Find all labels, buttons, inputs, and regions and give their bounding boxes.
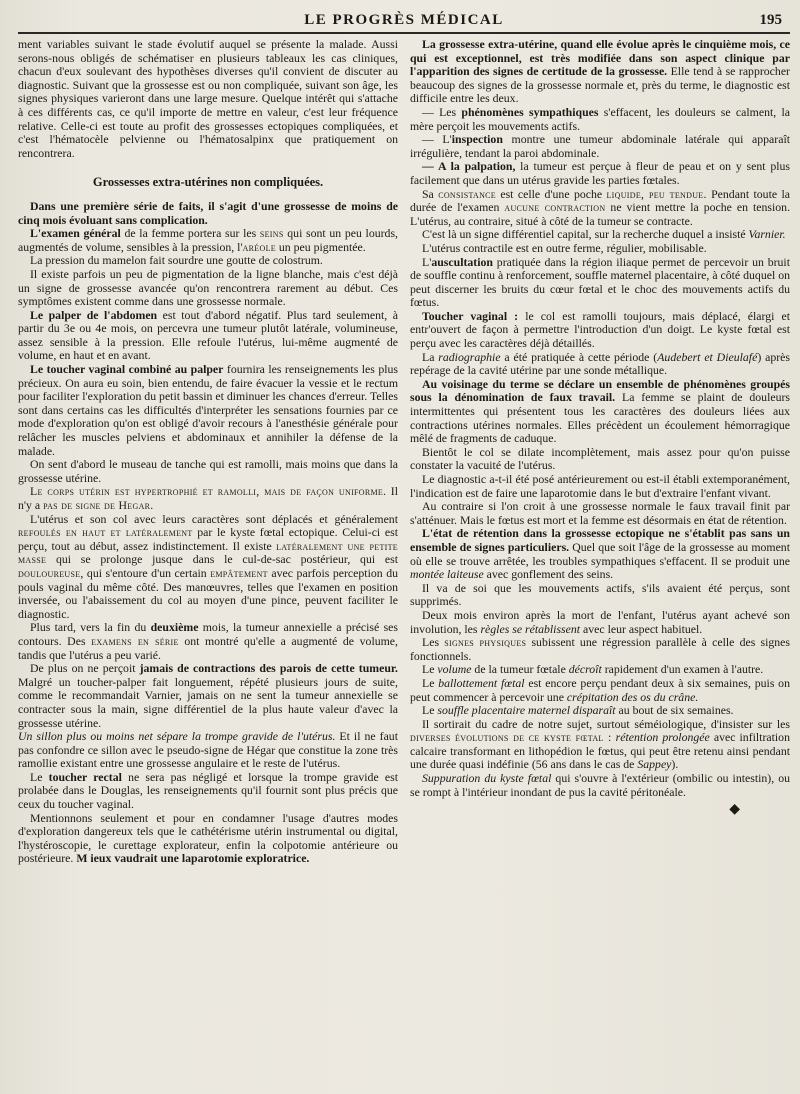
paragraph — [410, 160, 790, 187]
paragraph — [18, 363, 398, 458]
paragraph: La pression du mamelon fait sourdre une goutte de colostrum. — [30, 253, 323, 268]
smallcaps-term: examens en série — [91, 633, 179, 648]
italic-term: crépitation des os du crâne. — [566, 689, 699, 704]
bold-term: M ieux vaudrait une laparotomie exploratrice. — [76, 851, 310, 866]
text: Mentionnons seulement et pour en condamner l'usage d'autres modes d'exploration dangereux tels que le cathétérisme utérin instrumental ou digital, l'hystéroscopie, le curettage explorateur, enfin la colpotomie antérieure ou postérieure. — [18, 810, 398, 866]
paragraph — [410, 133, 790, 160]
page-header — [18, 6, 790, 34]
text: ) après repérage de la cavité utérine par une sonde métallique. — [410, 349, 790, 378]
text: Le — [30, 769, 49, 784]
paragraph — [18, 200, 398, 227]
section-title: Grossesses extra-utérines non compliquées. — [92, 175, 324, 190]
text: fournira les renseignements les plus précieux. On aura eu soin, bien entendu, de faire évacuer la vessie et le rectum pour faciliter l'exploration du petit bassin et diminuer les chances d'erreur. Telles sont dans certains cas les difficultés d'interpréter les sensations fournies par ce mode d'exploration qu'on est obligé d'avoir recours à l'anesthésie générale pour relâcher les muscles pelviens et abdominaux et annihiler la défense de la malade. — [18, 362, 398, 458]
paragraph: Il va de soi que les mouvements actifs, s'ils avaient été perçus, sont supprimés. — [410, 580, 790, 609]
paragraph — [18, 812, 398, 866]
paragraph — [410, 636, 790, 663]
bold-term: deuxième — [150, 620, 199, 635]
text: — L' — [422, 132, 452, 147]
text: est celle d'une poche — [495, 186, 607, 201]
text: qui se prolonge jusque dans le cul-de-sac postérieur, qui est — [46, 552, 398, 567]
italic-term: Suppuration du kyste fœtal — [422, 771, 552, 786]
italic-term: Sappey — [637, 757, 672, 772]
page-number: 195 — [759, 12, 782, 28]
text: La — [422, 349, 439, 364]
text: qui sont un peu lourds, augmentés de volume, sensibles à la pression, l' — [18, 226, 398, 254]
text: Elle tend à se rapprocher beaucoup des signes de la grossesse normale et, près du terme, le diagnostic est difficile entre les deux. — [410, 64, 790, 106]
paragraph — [410, 663, 790, 677]
paragraph — [18, 771, 398, 812]
text: Malgré un toucher-palper fait longuement, répété plusieurs jours de suite, comme le recommandait Varnier, jamais on ne sent la tumeur annexielle se contracter sous la main, signe différentiel de la plus haute valeur d'avec la grossesse utérine. — [18, 674, 398, 730]
bold-term: jamais de contractions des parois de cette tumeur. — [139, 661, 398, 676]
text: avec leur aspect habituel. — [580, 621, 703, 636]
smallcaps-term: consistance — [438, 186, 496, 201]
text: ne vient mettre la poche en tension. L'utérus, au contraire, situé à côté de la tumeur se contracte. — [410, 200, 791, 228]
fleuron-ornament-icon: ◆ — [729, 802, 740, 818]
text: ne sera pas négligé et lorsque la trompe gravide est prolabée dans le Douglas, les renseignements qu'il fournit sont plus précis que ceux du toucher vaginal. — [18, 769, 398, 812]
text: la tumeur est perçue à fleur de peau et on y sent plus facilement que dans un utérus gravide les parties fœtales. — [410, 159, 790, 187]
text: s'effacent, les douleurs se calment, la mère perçoit les mouvements actifs. — [410, 104, 791, 133]
text: est encore perçu pendant deux à six semaines, puis on peut commencer à percevoir une — [410, 675, 790, 704]
smallcaps-term: latéralement une petite masse — [18, 538, 398, 567]
paragraph — [18, 227, 398, 254]
text: de la femme portera sur les — [120, 226, 260, 241]
text: C'est là un signe différentiel capital, sur la recherche duquel a insisté — [422, 227, 749, 242]
smallcaps-term: diverses évolutions de ce kyste fœtal : — [410, 730, 612, 745]
bold-lead: La grossesse extra-utérine, quand elle évolue après le cinquième mois, ce qui est exceptionnel, est très modifiée dans son aspect clinique par l'apparition des signes de certitude de la grossesse. — [410, 37, 790, 79]
text: subissent une régression parallèle à celle des signes fonctionnels. — [410, 635, 790, 663]
text: montre une tumeur abdominale latérale qui apparaît irrégulière, tendant la paroi abdominale. — [410, 132, 790, 160]
journal-title: LE PROGRÈS MÉDICAL — [304, 12, 504, 28]
text: Pendant toute la durée de l'examen — [410, 186, 790, 215]
paragraph — [410, 704, 790, 718]
smallcaps-term: aréole — [242, 239, 276, 254]
text: pratiquée dans la région iliaque permet de percevoir un bruit de souffle continu à renforcement, souffle maternel placentaire, à côté duquel on peut discerner les bruits du cœur fœtal et le choc des mouvements actifs du fœtus. — [410, 254, 790, 310]
italic-term: volume — [437, 662, 472, 677]
italic-term: décroît — [568, 662, 602, 677]
text: au bout de six semaines. — [615, 703, 734, 718]
paragraph: Le diagnostic a-t-il été posé antérieurement ou est-il établi extemporanément, l'indication est de faire une laparotomie dans le but d'extraire l'enfant vivant. — [410, 472, 790, 500]
bold-term: Le palper de l'abdomen — [30, 307, 158, 322]
paragraph: Il existe parfois un peu de pigmentation de la ligne blanche, mais c'est déjà un signe de grossesse avancée qu'on rencontrera rarement au début. Ces symptômes existent comme dans une grossesse normale. — [18, 266, 398, 309]
text: — Les — [422, 104, 462, 119]
paragraph — [410, 527, 790, 581]
paragraph — [410, 228, 790, 242]
text: Le — [422, 675, 439, 690]
italic-term: rétention prolongée — [611, 730, 710, 745]
paragraph — [410, 256, 790, 310]
text: avec infiltration calcaire transformant en lithopédion le fœtus, qui peut être retenu ainsi pendant une durée quasi indéfinie (56 ans dans le cas de — [410, 730, 790, 772]
text: est tout d'abord négatif. Plus tard seulement, à partir du 3e ou 4e mois, on percevra une tumeur plutôt latérale, volumineuse, assez sensible à la pression. Elle refoule l'utérus, lui-même augmenté de volume, en haut et en avant. — [18, 307, 398, 363]
italic-term: Varnier. — [748, 227, 786, 242]
text: , qui s'entoure d'un certain — [80, 565, 211, 580]
paragraph — [410, 718, 790, 772]
italic-term: Audebert et Dieulafé — [657, 349, 758, 364]
bold-term: phénomènes sympathiques — [461, 104, 599, 119]
paragraph — [410, 188, 790, 229]
italic-term: règles se rétablissent — [480, 621, 581, 636]
text: L'utérus et son col avec leurs caractères sont déplacés et généralement — [30, 511, 398, 526]
text: Il n'y a — [18, 484, 399, 512]
italic-term: radiographie — [438, 349, 501, 364]
text: le col est ramolli toujours, mais déplacé, élargi et entr'ouvert de façon à permettre l'introduction d'un doigt. Le kyste fœtal est perçu avec les caractères déjà détaillés. — [410, 308, 790, 351]
paragraph: Bientôt le col se dilate incomplètement, mais assez pour qu'on puisse constater la vacuité de l'utérus. — [410, 444, 790, 473]
paragraph — [18, 662, 398, 730]
text: a été pratiquée à cette période ( — [500, 349, 658, 364]
smallcaps-term: empâtement — [210, 565, 268, 580]
text: Deux mois environ après la mort de l'enfant, l'utérus ayant achevé son involution, les — [410, 607, 790, 636]
bold-lead: Dans une première série de faits, il s'agit d'une grossesse de moins de cinq mois évoluant sans complication. — [18, 198, 398, 227]
smallcaps-term: seins — [259, 226, 284, 241]
italic-term: ballottement fœtal — [438, 675, 525, 690]
text: avec gonflement des seins. — [483, 567, 614, 582]
text: un peu pigmentée. — [275, 239, 366, 254]
bold-term: Toucher vaginal : — [422, 308, 519, 323]
text: Et il ne faut pas confondre ce sillon avec le pseudo-signe de Hégar que constitue la zone très ramollie existant entre une grossesse angulaire et le reste de l'utérus. — [18, 729, 398, 771]
paragraph — [18, 513, 398, 622]
bold-term: auscultation — [431, 254, 493, 269]
bold-term: inspection — [451, 132, 503, 147]
paragraph — [410, 378, 790, 446]
text: Plus tard, vers la fin du — [30, 620, 151, 635]
text: qui s'ouvre à l'extérieur (ombilic ou intestin), ou se rompt à l'intérieur inondant de pus la cavité péritonéale. — [410, 771, 790, 799]
text: Le — [422, 703, 438, 718]
text: de la tumeur fœtale — [471, 662, 569, 677]
right-column — [410, 38, 790, 866]
paragraph — [410, 677, 790, 704]
paragraph: On sent d'abord le museau de tanche qui est ramolli, mais moins que dans la grossesse utérine. — [18, 457, 398, 485]
paragraph — [410, 772, 790, 799]
smallcaps-term: aucune contraction — [504, 200, 606, 215]
bold-term: toucher rectal — [48, 769, 122, 784]
text: ont montré qu'elle a augmenté de volume, tandis que l'utérus a peu varié. — [18, 633, 398, 662]
paragraph — [18, 621, 398, 662]
text: mois, la tumeur annexielle a précisé ses contours. Des — [18, 620, 398, 648]
bold-lead: Au voisinage du terme se déclare un ensemble de phénomènes groupés sous la dénomination de faux travail. — [410, 376, 790, 405]
bold-term: L'examen général — [30, 226, 121, 241]
text: avec parfois perception du pouls vaginal du même côté. Des manœuvres, telles que l'examen en position inversée, ou l'abaissement du col au moyen d'une pince, peuvent faciliter le diagnostic. — [18, 565, 398, 621]
text: ). — [671, 757, 679, 772]
paragraph — [410, 351, 790, 378]
left-column — [18, 38, 398, 866]
smallcaps-term: signes physiques — [444, 635, 527, 650]
text: De plus on ne perçoit — [30, 661, 140, 676]
smallcaps-term: pas de signe de Hegar. — [43, 498, 154, 512]
smallcaps-term: refoulés en haut et latéralement — [18, 525, 193, 540]
paragraph — [410, 38, 790, 106]
italic-term: montée laiteuse — [410, 567, 484, 582]
paragraph — [18, 730, 398, 771]
paragraph: ment variables suivant le stade évolutif auquel se présente la malade. Aussi serons-nous obligés de schématiser en plusieurs tableaux les cas cliniques, chacun d'eux soulevant des hypothèses diverses qu'il convient de discuter au diagnostic. Suivant que la grossesse est ou non compliquée, suivant son âge, les signes physiques varieront dans une large mesure. Quelque intérêt qui s'attache à ces différents cas, ce qu'il importe de mettre en valeur, c'est leur fréquence relative. Celle-ci est toute au profit des grossesses ectopiques compliquées, et c'est l'hématocèle pelvienne ou l'hématosalpinx que pratiquement on rencontrera. — [18, 37, 398, 160]
paragraph — [410, 609, 790, 636]
paragraph — [410, 310, 790, 351]
paragraph — [18, 309, 398, 363]
paragraph: Au contraire si l'on croit à une grossesse normale le faux travail finit par s'atténuer. Mais le fœtus est mort et la femme est désormais en état de rétention. — [410, 499, 790, 527]
text: rapidement d'un examen à l'autre. — [601, 662, 764, 677]
bold-lead: L'état de rétention dans la grossesse ectopique ne s'établit pas sans un ensemble de signes particuliers. — [410, 526, 790, 554]
smallcaps-term: douloureuse — [18, 565, 81, 580]
text: Les — [422, 635, 445, 650]
smallcaps-term: Le corps utérin est hypertrophié et ramolli, mais de façon uniforme. — [30, 484, 387, 499]
text: Il sortirait du cadre de notre sujet, surtout séméiologique, d'insister sur les — [422, 716, 790, 731]
text: La femme se plaint de douleurs intermittentes qui présentent tous les caractères des douleurs liées aux contractions utérines normales. Elles précèdent un écoulement hémorragique mêlé de fragments de caduque. — [410, 390, 791, 446]
text: Quel que soit l'âge de la grossesse au moment où elle se trouve arrêtée, les troubles sympathiques s'effacent. Il se produit une — [410, 539, 790, 568]
paragraph — [410, 106, 790, 133]
smallcaps-term: liquide, peu tendue. — [606, 186, 707, 201]
text: Sa — [422, 186, 439, 201]
bold-term: Le toucher vaginal combiné au palper — [30, 362, 224, 377]
italic-term: souffle placentaire maternel disparaît — [437, 703, 616, 718]
text: L' — [422, 254, 432, 269]
article-columns — [18, 38, 790, 866]
paragraph: L'utérus contractile est en outre ferme, régulier, mobilisable. — [422, 240, 707, 255]
text: Le — [422, 662, 438, 677]
italic-term: Un sillon plus ou moins net sépare la trompe gravide de l'utérus. — [18, 729, 336, 744]
text: par le kyste fœtal ectopique. Celui-ci est perçu, tout au début, assez indistinctement. Il existe — [18, 525, 398, 553]
paragraph — [18, 485, 398, 512]
bold-term: — A la palpation, — [422, 159, 516, 174]
